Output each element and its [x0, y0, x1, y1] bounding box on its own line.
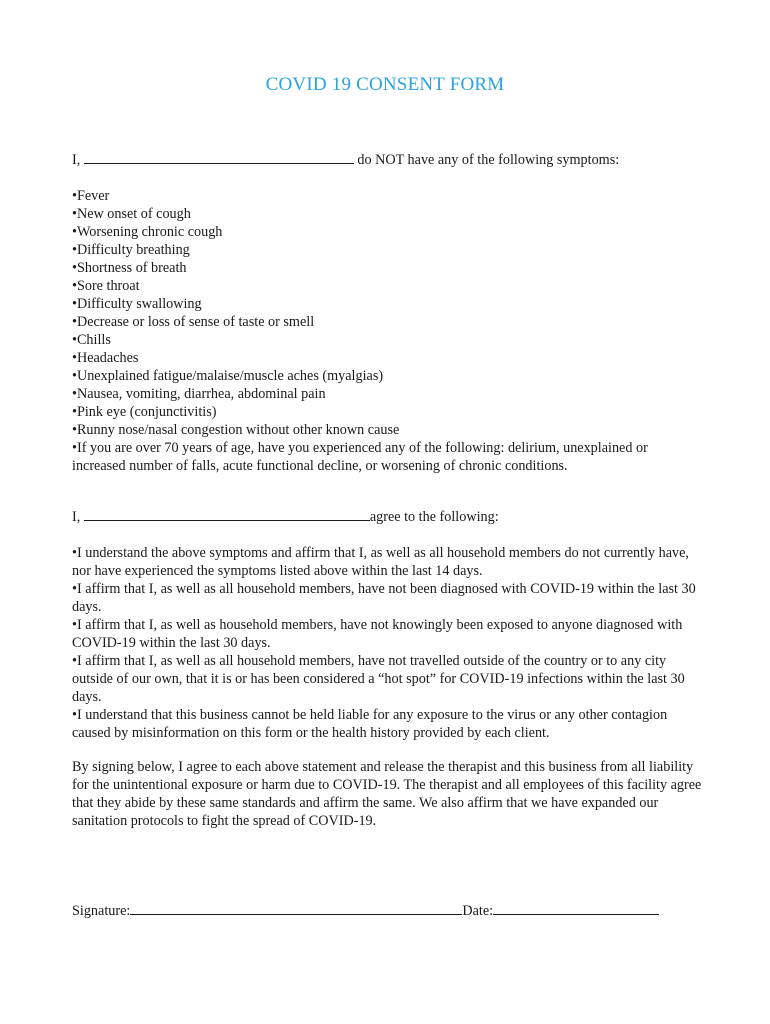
agreement-item: •I affirm that I, as well as all household members, have not been diagnosed with COVID-19 within the last 30 days. [72, 581, 696, 615]
symptom-item: •Shortness of breath [72, 260, 187, 276]
symptoms-statement [72, 151, 619, 169]
symptoms-list [72, 187, 702, 475]
agreement-item: •I understand the above symptoms and affirm that I, as well as all household members do not currently have, nor have experienced the symptoms listed above within the last 14 days. [72, 545, 689, 579]
date-label: Date: [462, 903, 494, 919]
symptom-item: •Pink eye (conjunctivitis) [72, 404, 217, 420]
agree-statement-suffix: agree to the following: [369, 509, 499, 525]
symptoms-list-block [72, 187, 702, 475]
symptom-item: •Unexplained fatigue/malaise/muscle aches (myalgias) [72, 368, 384, 384]
symptom-item: •Sore throat [72, 278, 140, 294]
symptom-item: •Runny nose/nasal congestion without other known cause [72, 422, 400, 438]
agreement-item: •I affirm that I, as well as all household members, have not travelled outside of the country or to any city outside of our own, that it is or has been considered a “hot spot” for COVID-19 infections within the last 30 days. [72, 653, 685, 705]
symptoms-statement-prefix: I, [72, 152, 81, 168]
agreement-item: •I affirm that I, as well as household members, have not knowingly been exposed to anyone diagnosed with COVID-19 within the last 30 days. [72, 617, 683, 651]
release-paragraph: By signing below, I agree to each above statement and release the therapist and this business from all liability for the unintentional exposure or harm due to COVID-19. The therapist and all employees of this facility agree that they abide by these same standards and affirm the same. We also affirm that we have expanded our sanitation protocols to fight the spread of COVID-19. [72, 759, 702, 829]
signature-line [72, 902, 659, 920]
form-title: COVID 19 CONSENT FORM [265, 74, 505, 95]
symptom-item: •Fever [72, 188, 110, 204]
agreement-item: •I understand that this business cannot be held liable for any exposure to the virus or any other contagion caused by misinformation on this form or the health history provided by each client. [72, 707, 668, 741]
date-blank[interactable] [493, 902, 659, 915]
name-blank-1[interactable] [84, 151, 354, 164]
symptom-item: •Difficulty breathing [72, 242, 190, 258]
symptom-item: •Worsening chronic cough [72, 224, 223, 240]
agreements-block [72, 544, 702, 742]
name-blank-2[interactable] [84, 508, 370, 521]
agree-statement-prefix: I, [72, 509, 81, 525]
signature-label: Signature: [72, 903, 131, 919]
agree-statement [72, 508, 499, 526]
signature-blank[interactable] [130, 902, 462, 915]
symptom-item: •New onset of cough [72, 206, 191, 222]
symptoms-statement-suffix: do NOT have any of the following symptoms: [357, 152, 620, 168]
symptom-item: •If you are over 70 years of age, have you experienced any of the following: delirium, unexplained or increased number of falls, acute functional decline, or worsening of chronic conditions. [72, 440, 648, 474]
symptom-item: •Difficulty swallowing [72, 296, 202, 312]
symptom-item: •Chills [72, 332, 111, 348]
symptom-item: •Decrease or loss of sense of taste or smell [72, 314, 315, 330]
symptom-item: •Headaches [72, 350, 139, 366]
symptom-item: •Nausea, vomiting, diarrhea, abdominal pain [72, 386, 326, 402]
agreements-list [72, 544, 702, 742]
